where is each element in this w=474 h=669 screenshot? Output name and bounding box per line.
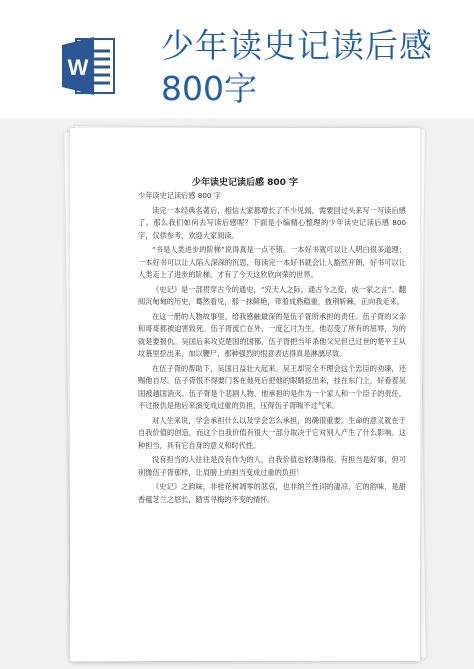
word-logo-letter: W: [67, 55, 89, 80]
paragraph: “书是人类进步的阶梯”说得真是一点不错。一本好书就可以让人明白很多道理；一本好书可以让人陷入深深的沉思，每读完一本好书就会让人豁然开朗，好书可以让人类走上了进步的阶梯，才有了今天这欣欣向荣的世界。: [138, 245, 406, 280]
header-banner: [0, 0, 474, 118]
document-title: 少年读史记读后感 800 字: [191, 178, 299, 188]
page-title-line1: 少年读史记读后感: [161, 26, 433, 65]
word-document-icon: [62, 35, 116, 97]
paragraph: 《史记》是一部贯穿古今的通史，“究天人之际，通古今之变，成一家之言”。翻阅沉甸甸的历史，蓦然看见，那一抹鲜艳，带着成熟稳重，披荆斩棘，正向我走来。: [138, 284, 406, 307]
paragraph: 少年读史记读后感 800 字: [138, 191, 221, 200]
paragraph: 《史记》之韵味，非桂花树凋零的悲哀，也非纳兰性词的凄凉，它的韵味，是甜香蕴芝兰之悠长，踏雪寻梅的不变的情怀。: [138, 482, 406, 504]
document-page: [70, 128, 420, 661]
paragraph: 没有担当的人往往是没有作为的人，自我价值也轻薄得很。有担当是好事，但可别像伍子胥那样，让肩膀上的担当变成过重的负担！: [138, 455, 406, 477]
paragraph: 在伍子胥的帮助下，吴国日益壮大起来。吴王却完全不理会这个忠臣的劝谏，还赐他自尽。伍子胥恨不得要门客在他死后把他的眼睛挖出来，挂在东门上，好看着吴国被越国消灭。伍子胥是个悲剧人物，他承担的是作为一个家人和一个臣子的责任，不过报仇是他后来演变成过重的负担，压得伍子胥喘不过气来。: [138, 363, 406, 410]
paragraph: 读完一本经典名著后，相信大家都增长了不少见闻，需要回过头来写一写读后感了。那么我们如何去写读后感呢？下面是小编精心整理的少年读史记读后感 800 字，仅供参考，欢迎大家阅读。: [138, 205, 406, 240]
paragraph: 对人生来说，学会承担什么以及学会怎么承担，的确很重要。生命的意义就在于自我价值的创造，而这个自我价值有很大一部分取决于它对别人产生了什么影响。这种担当，具有它自身的意义和时代性。: [138, 415, 406, 450]
page-title-line2: 800字: [161, 69, 257, 108]
paragraph: 在这一册的人物故事里，给我感触最深的是伍子胥所承担的责任。伍子胥的父亲和哥哥都被迫害致死。伍子胥流亡在外，一度乞讨为生，他忍受了所有的屈辱，为的就是要报仇。吴国后来攻克楚国的国都，伍子胥把当年杀他父兄但已过世的楚平王从坟墓里挖出来，加以鞭尸，那种强烈的恨意表达得真是淋漓尽致。: [138, 311, 406, 359]
document-body: [138, 190, 406, 508]
